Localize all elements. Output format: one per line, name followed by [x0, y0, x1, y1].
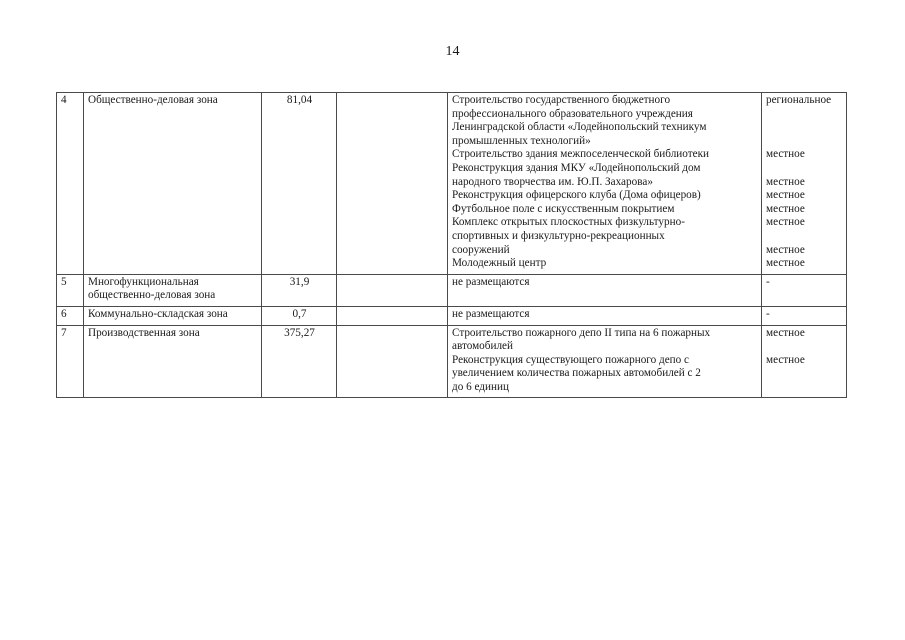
planned-objects-cell	[448, 306, 762, 325]
zone-name-cell	[84, 306, 262, 325]
significance-line	[766, 340, 843, 354]
planned-object-line: профессионального образовательного учреждения	[452, 107, 693, 120]
zone-name-cell	[84, 274, 262, 306]
significance-cell	[762, 274, 847, 306]
planned-object-line: сооружений	[452, 243, 510, 256]
planned-object-line: Строительство государственного бюджетного	[452, 94, 671, 106]
planned-object-line: Строительство пожарного депо II типа на 6 пожарных	[452, 326, 711, 339]
significance-line: -	[766, 307, 770, 320]
significance-line: местное	[766, 257, 805, 270]
zone-name-line: общественно-деловая зона	[88, 289, 216, 302]
significance-line: местное	[766, 326, 805, 339]
significance-line	[766, 135, 843, 149]
zone-name-cell	[84, 93, 262, 275]
planned-object-line: промышленных технологий»	[452, 134, 591, 147]
planned-object-line: спортивных и физкультурно-рекреационных	[452, 229, 665, 242]
page-number: 14	[445, 44, 460, 59]
planned-object-line: не размещаются	[452, 307, 530, 320]
significance-cell	[762, 93, 847, 275]
planned-object-line: увеличением количества пожарных автомобилей с 2	[452, 367, 701, 380]
zone-area-cell: 31,9	[262, 274, 337, 306]
planned-objects-cell	[448, 325, 762, 398]
significance-line: местное	[766, 175, 805, 188]
empty-cell	[337, 274, 448, 306]
row-number-cell: 5	[57, 274, 84, 306]
significance-line	[766, 108, 843, 122]
significance-cell	[762, 306, 847, 325]
planned-object-line: Ленинградской области «Лодейнопольский техникум	[452, 121, 707, 134]
significance-line: местное	[766, 243, 805, 256]
significance-line	[766, 121, 843, 135]
planned-object-line: до 6 единиц	[452, 380, 509, 393]
zone-name-cell	[84, 325, 262, 398]
planned-object-line: народного творчества им. Ю.П. Захарова»	[452, 175, 653, 188]
zone-area-cell: 81,04	[262, 93, 337, 275]
zone-name-line: Коммунально-складская зона	[88, 307, 228, 320]
planned-object-line: не размещаются	[452, 275, 530, 288]
zone-area-cell: 0,7	[262, 306, 337, 325]
significance-line: -	[766, 275, 770, 288]
zone-name-line: Общественно-деловая зона	[88, 94, 218, 106]
table-row	[57, 306, 847, 325]
planned-object-line: автомобилей	[452, 340, 513, 353]
zone-name-line: Многофункциональная	[88, 275, 199, 288]
planned-object-line: Реконструкция офицерского клуба (Дома офицеров)	[452, 189, 701, 202]
table-body	[57, 93, 847, 398]
significance-line: региональное	[766, 94, 832, 106]
planned-object-line: Строительство здания межпоселенческой библиотеки	[452, 148, 710, 161]
empty-cell	[337, 325, 448, 398]
planned-objects-cell	[448, 274, 762, 306]
zone-name-line: Производственная зона	[88, 326, 200, 339]
zone-area-cell: 375,27	[262, 325, 337, 398]
significance-line: местное	[766, 202, 805, 215]
significance-line: местное	[766, 189, 805, 202]
significance-cell	[762, 325, 847, 398]
significance-line: местное	[766, 148, 805, 161]
table-row	[57, 325, 847, 398]
significance-line	[766, 162, 843, 176]
significance-line	[766, 230, 843, 244]
planned-objects-cell	[448, 93, 762, 275]
empty-cell	[337, 93, 448, 275]
row-number-cell: 4	[57, 93, 84, 275]
zones-table	[56, 92, 847, 398]
row-number-cell: 7	[57, 325, 84, 398]
planned-object-line: Реконструкция существующего пожарного депо с	[452, 353, 690, 366]
planned-object-line: Футбольное поле с искусственным покрытием	[452, 202, 675, 215]
significance-line: местное	[766, 353, 805, 366]
empty-cell	[337, 306, 448, 325]
planned-object-line: Молодежный центр	[452, 257, 547, 270]
planned-object-line: Комплекс открытых плоскостных физкультурно-	[452, 216, 685, 229]
table-row	[57, 93, 847, 275]
row-number-cell: 6	[57, 306, 84, 325]
planned-object-line: Реконструкция здания МКУ «Лодейнопольский дом	[452, 161, 701, 174]
table-row	[57, 274, 847, 306]
significance-line: местное	[766, 216, 805, 229]
